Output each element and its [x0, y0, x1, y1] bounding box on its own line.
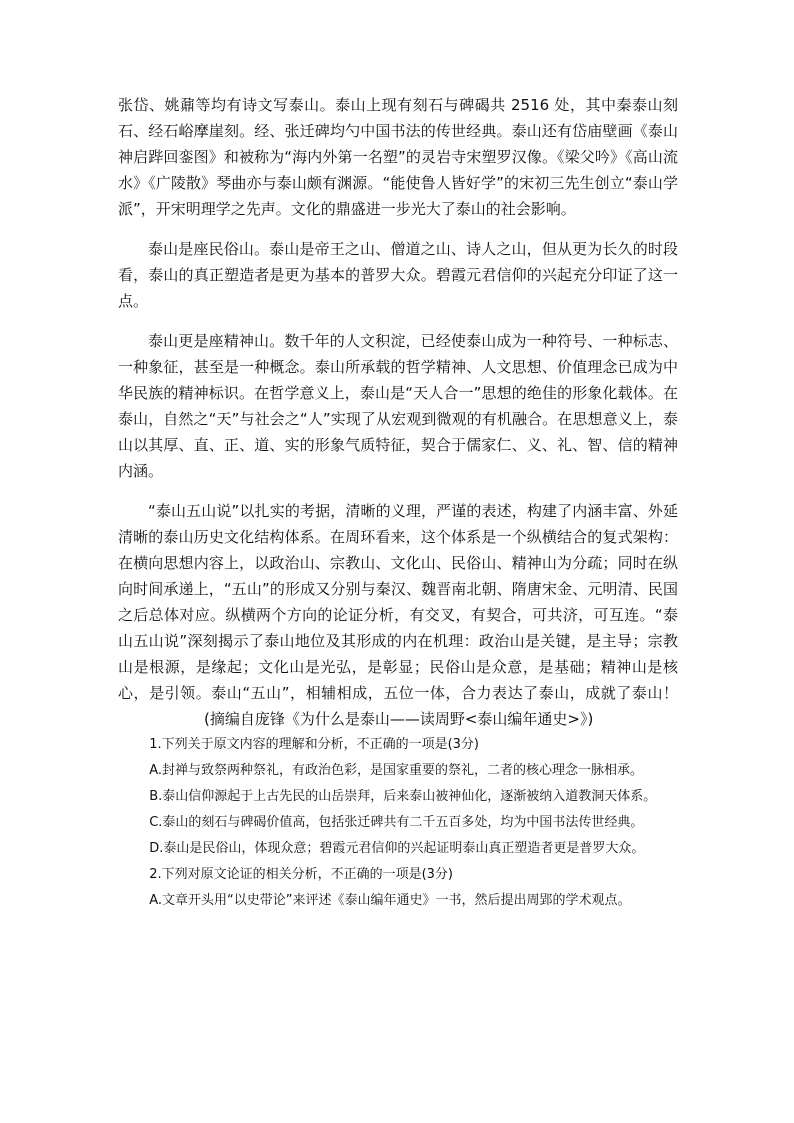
paragraph-five-mountains	[118, 498, 678, 732]
question-1-option-d: D.泰山是民俗山，体现众意；碧霞元君信仰的兴起证明泰山真正塑造者更是普罗大众。	[149, 841, 645, 856]
question-1-option-b: B.泰山信仰源起于上古先民的山岳崇拜，后来泰山被神仙化，逐渐被纳入道教洞天体系。	[149, 789, 657, 804]
question-2-option-a: A.文章开头用“以史带论”来评述《泰山编年通史》一书，然后提出周郢的学术观点。	[149, 893, 631, 908]
document-page	[118, 92, 678, 914]
paragraph-culture: 张岱、姚鼐等均有诗文写泰山。泰山上现有刻石与碑碣共 2516 处，其中秦泰山刻石、经石峪摩崖刻。经、张迁碑均勺中国书法的传世经典。泰山还有岱庙壁画《泰山神启跸回銮图》和被称为“海内外第一名塑”的灵岩寺宋塑罗汉像。《梁父吟》《高山流水》《广陵散》琴曲亦与泰山颇有渊源。“能使鲁人皆好学”的宋初三先生创立“泰山学派”，开宋明理学之先声。文化的鼎盛进一步光大了泰山的社会影响。	[118, 96, 678, 218]
question-1-option-c: C.泰山的刻石与碑碣价值高，包括张迁碑共有二千五百多处，均为中国书法传世经典。	[149, 815, 644, 830]
question-1-stem: 1.下列关于原文内容的理解和分析，不正确的一项是(3分)	[149, 737, 480, 752]
paragraph-folk-mountain: 泰山是座民俗山。泰山是帝王之山、僧道之山、诗人之山，但从更为长久的时段看，泰山的真正塑造者是更为基本的普罗大众。碧霞元君信仰的兴起充分印证了这一点。	[118, 240, 678, 310]
five-mountains-text: “泰山五山说”以扎实的考据，清晰的义理，严谨的表述，构建了内涵丰富、外延清晰的泰山历史文化结构体系。在周环看来，这个体系是一个纵横结合的复式架构：在横向思想内容上，以政治山、宗教山、文化山、民俗山、精神山为分疏；同时在纵向时间承递上，“五山”的形成又分别与秦汉、魏晋南北朝、隋唐宋金、元明清、民国之后总体对应。纵横两个方向的论证分析，有交叉，有契合，可共济，可互连。“泰山五山说”深刻揭示了泰山地位及其形成的内在机理：政治山是关键，是主导；宗教山是根源，是缘起；文化山是光弘，是彰显；民俗山是众意，是基础；精神山是核心，是引领。泰山“五山”，相辅相成，五位一体，合力表达了泰山，成就了泰山！	[118, 502, 678, 702]
question-1-option-a: A.封禅与致祭两种祭礼，有政治色彩，是国家重要的祭礼，二者的核心理念一脉相承。	[149, 763, 643, 778]
question-2-stem: 2.下列对原文论证的相关分析，不正确的一项是(3分)	[149, 867, 454, 882]
paragraph-spirit-mountain: 泰山更是座精神山。数千年的人文积淀，已经使泰山成为一种符号、一种标志、一种象征，甚至是一种概念。泰山所承载的哲学精神、人文思想、价值理念已成为中华民族的精神标识。在哲学意义上，泰山是“天人合一”思想的绝佳的形象化载体。在泰山，自然之“天”与社会之“人”实现了从宏观到微观的有机融合。在思想意义上，泰山以其厚、直、正、道、实的形象气质特征，契合于儒家仁、义、礼、智、信的精神内涵。	[118, 332, 678, 480]
source-citation: (摘编自庞锋《为什么是泰山——读周野<泰山编年通史>》)	[204, 710, 594, 728]
